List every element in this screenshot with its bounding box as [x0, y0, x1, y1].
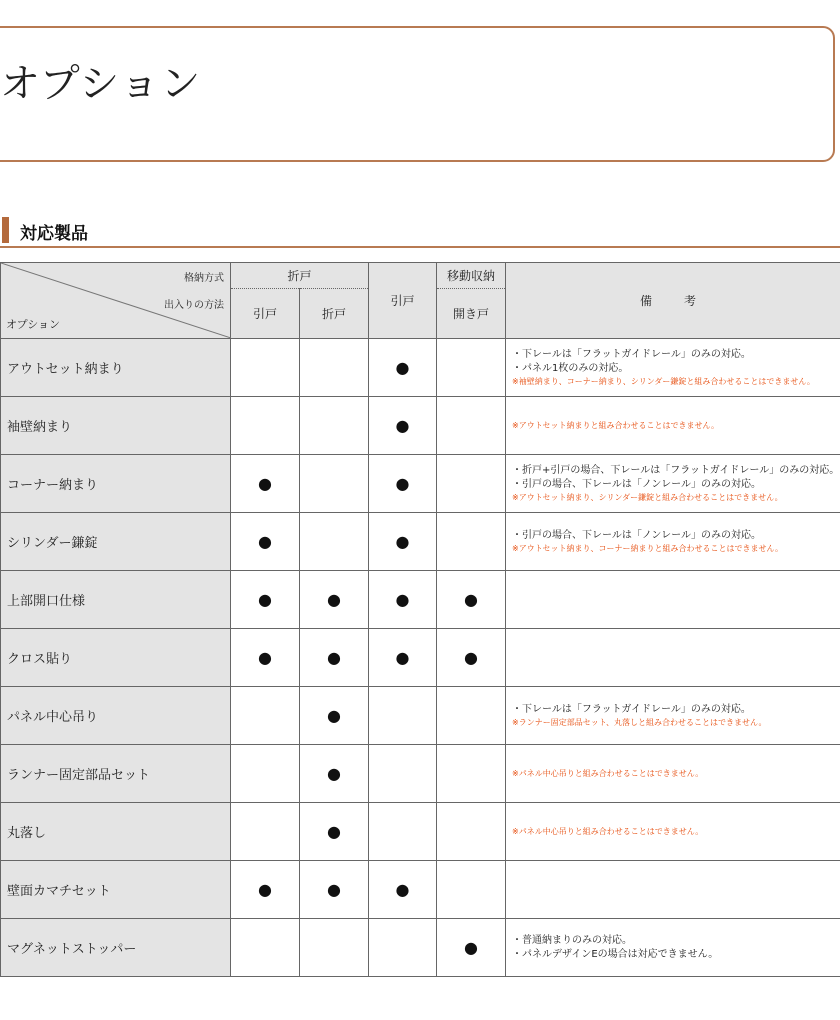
support-dot: ●: [395, 648, 410, 667]
support-dot: ●: [327, 822, 341, 841]
support-dot: ●: [395, 590, 410, 609]
support-mark-cell: [300, 339, 369, 397]
support-mark-cell: [437, 397, 506, 455]
storage-method-label: 格納方式: [184, 273, 224, 284]
support-mark-cell: [231, 513, 300, 571]
support-mark-cell: [300, 397, 369, 455]
table-row: [1, 919, 840, 977]
table-row: [1, 745, 840, 803]
sub-header-folding-sliding: 引戸: [231, 289, 300, 339]
support-mark-cell: [437, 455, 506, 513]
support-mark-cell: [231, 803, 300, 861]
remark-note: ※ランナー固定部品セット、丸落しと組み合わせることはできません。: [512, 717, 767, 727]
group-header-moving: 移動収納: [437, 263, 506, 289]
table-row: [1, 803, 840, 861]
remark-line: ・パネルデザインEの場合は対応できません。: [512, 948, 719, 960]
support-dot: ●: [327, 590, 341, 609]
remark-line: ・折戸+引戸の場合、下レールは「フラットガイドレール」のみの対応。: [512, 464, 840, 476]
remark-note: ※パネル中心吊りと組み合わせることはできません。: [512, 826, 704, 836]
support-mark-cell: [369, 339, 437, 397]
support-mark-cell: [231, 397, 300, 455]
support-mark-cell: [437, 629, 506, 687]
support-mark-cell: [231, 919, 300, 977]
option-name: アウトセット納まり: [1, 339, 231, 397]
support-mark-cell: [369, 745, 437, 803]
support-mark-cell: [300, 513, 369, 571]
option-name: 上部開口仕様: [1, 571, 231, 629]
support-mark-cell: [437, 687, 506, 745]
support-mark-cell: [369, 803, 437, 861]
remark-note: ※アウトセット納まり、コーナー納まりと組み合わせることはできません。: [512, 543, 783, 553]
support-mark-cell: [300, 629, 369, 687]
remarks-cell: [506, 513, 840, 571]
support-mark-cell: [300, 571, 369, 629]
remarks-cell: [506, 455, 840, 513]
support-dot: ●: [395, 416, 410, 435]
support-dot: ●: [464, 590, 478, 609]
support-mark-cell: [300, 803, 369, 861]
remarks-header: 備 考: [506, 263, 840, 339]
table-row: [1, 571, 840, 629]
remarks-cell: [506, 687, 840, 745]
remarks-cell: [506, 919, 840, 977]
support-mark-cell: [437, 339, 506, 397]
support-mark-cell: [300, 687, 369, 745]
sub-header-moving-hinged: 開き戸: [437, 289, 506, 339]
remark-line: ・パネル1枚のみの対応。: [512, 362, 629, 374]
remarks-cell: [506, 397, 840, 455]
option-name: 壁面カマチセット: [1, 861, 231, 919]
support-mark-cell: [300, 861, 369, 919]
table-row: [1, 397, 840, 455]
section-header: [0, 214, 840, 248]
option-name: コーナー納まり: [1, 455, 231, 513]
table-row: [1, 513, 840, 571]
table-row: [1, 629, 840, 687]
remarks-cell: [506, 861, 840, 919]
support-mark-cell: [369, 861, 437, 919]
support-dot: ●: [464, 938, 478, 957]
support-dot: ●: [327, 880, 341, 899]
support-mark-cell: [437, 513, 506, 571]
support-mark-cell: [369, 629, 437, 687]
support-mark-cell: [437, 803, 506, 861]
support-dot: ●: [395, 532, 410, 551]
support-dot: ●: [258, 880, 272, 899]
section-title: 対応製品: [20, 224, 88, 244]
table-row: [1, 455, 840, 513]
support-mark-cell: [231, 745, 300, 803]
remark-line: ・普通納まりのみの対応。: [512, 934, 633, 946]
remark-line: ・引戸の場合、下レールは「ノンレール」のみの対応。: [512, 529, 761, 541]
support-mark-cell: [369, 919, 437, 977]
option-name: 丸落し: [1, 803, 231, 861]
option-name: パネル中心吊り: [1, 687, 231, 745]
remark-line: ・引戸の場合、下レールは「ノンレール」のみの対応。: [512, 478, 761, 490]
support-mark-cell: [231, 339, 300, 397]
option-name: クロス貼り: [1, 629, 231, 687]
option-column-label: オプション: [6, 318, 61, 331]
access-method-label: 出入りの方法: [164, 300, 224, 311]
support-mark-cell: [231, 455, 300, 513]
remarks-cell: [506, 745, 840, 803]
support-dot: ●: [395, 474, 410, 493]
support-mark-cell: [300, 455, 369, 513]
support-dot: ●: [327, 764, 341, 783]
support-dot: ●: [258, 532, 272, 551]
support-mark-cell: [437, 861, 506, 919]
remark-note: ※パネル中心吊りと組み合わせることはできません。: [512, 768, 704, 778]
remarks-cell: [506, 339, 840, 397]
support-mark-cell: [437, 919, 506, 977]
remark-note: ※アウトセット納まり、シリンダー鎌錠と組み合わせることはできません。: [512, 492, 783, 502]
option-name: 袖壁納まり: [1, 397, 231, 455]
option-name: シリンダー鎌錠: [1, 513, 231, 571]
remark-note: ※アウトセット納まりと組み合わせることはできません。: [512, 420, 719, 430]
remarks-cell: [506, 629, 840, 687]
support-dot: ●: [327, 706, 341, 725]
table-row: [1, 861, 840, 919]
support-mark-cell: [437, 745, 506, 803]
remarks-cell: [506, 571, 840, 629]
group-header-sliding: 引戸: [369, 263, 437, 339]
support-dot: ●: [395, 880, 410, 899]
option-name: ランナー固定部品セット: [1, 745, 231, 803]
sub-header-folding-folding: 折戸: [300, 289, 369, 339]
support-dot: ●: [327, 648, 341, 667]
support-mark-cell: [369, 455, 437, 513]
remarks-cell: [506, 803, 840, 861]
support-mark-cell: [437, 571, 506, 629]
support-mark-cell: [231, 571, 300, 629]
page-title: オプション: [0, 61, 202, 107]
remark-line: ・下レールは「フラットガイドレール」のみの対応。: [512, 348, 751, 360]
table-row: [1, 339, 840, 397]
support-dot: ●: [464, 648, 478, 667]
support-mark-cell: [231, 629, 300, 687]
support-dot: ●: [395, 358, 410, 377]
support-dot: ●: [258, 474, 272, 493]
support-mark-cell: [369, 513, 437, 571]
group-header-folding: 折戸: [231, 263, 369, 289]
options-table: [0, 262, 840, 977]
support-mark-cell: [369, 397, 437, 455]
support-mark-cell: [369, 571, 437, 629]
support-mark-cell: [369, 687, 437, 745]
section-accent-bar: [2, 217, 9, 243]
support-mark-cell: [231, 687, 300, 745]
table-row: [1, 687, 840, 745]
remark-line: ・下レールは「フラットガイドレール」のみの対応。: [512, 703, 751, 715]
corner-header-cell: [1, 263, 231, 339]
option-name: マグネットストッパー: [1, 919, 231, 977]
support-mark-cell: [300, 745, 369, 803]
support-dot: ●: [258, 648, 272, 667]
remark-note: ※袖壁納まり、コーナー納まり、シリンダー鎌錠と組み合わせることはできません。: [512, 376, 815, 386]
support-dot: ●: [258, 590, 272, 609]
support-mark-cell: [231, 861, 300, 919]
support-mark-cell: [300, 919, 369, 977]
